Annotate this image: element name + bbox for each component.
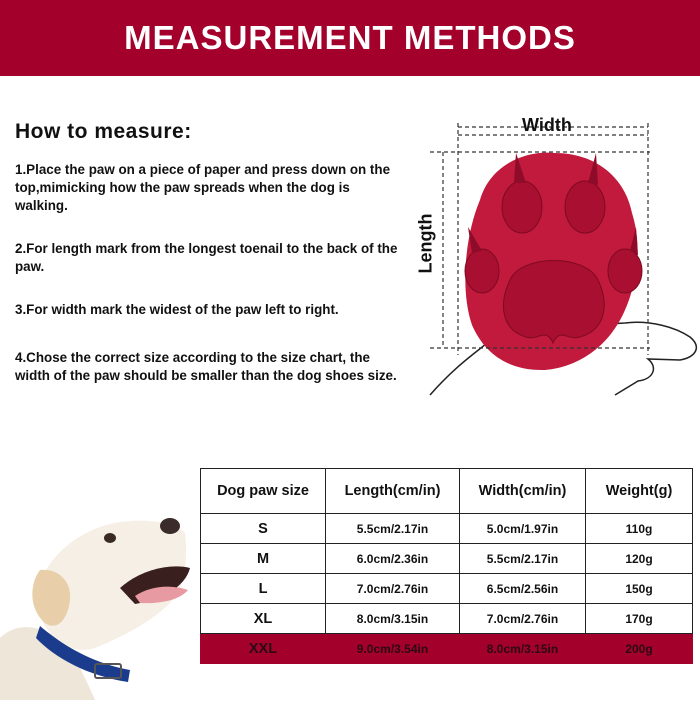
paw-illustration: [410, 105, 700, 405]
instruction-step-2: 2.For length mark from the longest toenail to the back of the paw.: [15, 241, 398, 274]
cell-width: 8.0cm/3.15in: [460, 634, 586, 664]
header-length: Length(cm/in): [326, 469, 460, 514]
size-chart-table: [200, 468, 693, 664]
cell-weight: 150g: [586, 574, 693, 604]
main-pad: [503, 260, 604, 343]
table-row-highlighted: [201, 634, 693, 664]
cell-size: S: [201, 514, 326, 544]
cell-weight: 120g: [586, 544, 693, 574]
cell-length: 9.0cm/3.54in: [326, 634, 460, 664]
cell-length: 5.5cm/2.17in: [326, 514, 460, 544]
cell-width: 5.5cm/2.17in: [460, 544, 586, 574]
toe-pad-1: [502, 181, 542, 233]
table-row: [201, 574, 693, 604]
instruction-step-4: 4.Chose the correct size according to the size chart, the width of the paw should be smaller than the dog shoes size.: [15, 350, 397, 383]
cell-width: 7.0cm/2.76in: [460, 604, 586, 634]
width-label: Width: [522, 115, 572, 135]
instructions-heading: How to measure:: [15, 120, 192, 143]
cell-length: 8.0cm/3.15in: [326, 604, 460, 634]
instruction-step-3: 3.For width mark the widest of the paw left to right.: [15, 302, 339, 317]
header-paw-size: Dog paw size: [201, 469, 326, 514]
cell-length: 7.0cm/2.76in: [326, 574, 460, 604]
table-row: [201, 514, 693, 544]
cell-size: XL: [201, 604, 326, 634]
dog-eye: [104, 533, 116, 543]
length-label: Length: [415, 213, 436, 274]
cell-weight: 170g: [586, 604, 693, 634]
puppy-photo: [0, 508, 200, 700]
toe-pad-4: [608, 249, 642, 293]
cell-weight: 110g: [586, 514, 693, 544]
cell-length: 6.0cm/2.36in: [326, 544, 460, 574]
dog-nose: [160, 518, 180, 534]
header-weight: Weight(g): [586, 469, 693, 514]
table-header-row: [201, 469, 693, 514]
cell-size: M: [201, 544, 326, 574]
table-row: [201, 544, 693, 574]
cell-width: 5.0cm/1.97in: [460, 514, 586, 544]
title-banner: [0, 0, 700, 76]
table-row: [201, 604, 693, 634]
cell-size: L: [201, 574, 326, 604]
paw-measurement-figure: [410, 105, 700, 405]
header-width: Width(cm/in): [460, 469, 586, 514]
toe-pad-2: [565, 181, 605, 233]
cell-width: 6.5cm/2.56in: [460, 574, 586, 604]
page-title: MEASUREMENT METHODS: [124, 19, 576, 56]
cell-size: XXL: [201, 634, 326, 664]
toe-pad-3: [465, 249, 499, 293]
cell-weight: 200g: [586, 634, 693, 664]
instruction-step-1: 1.Place the paw on a piece of paper and press down on the top,mimicking how the paw spreads when the dog is walking.: [15, 162, 391, 213]
